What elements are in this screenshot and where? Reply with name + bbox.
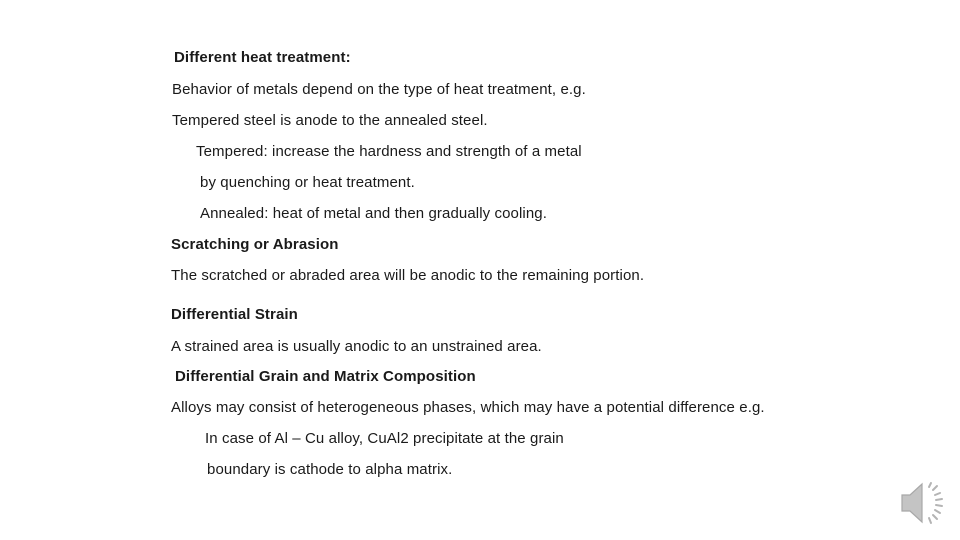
tempered-def-text: : increase the hardness and strength of a metal [263,143,582,160]
strain-text: A strained area is usually anodic to an unstrained area. [171,338,542,355]
speaker-icon[interactable] [896,478,950,528]
tempered-definition [196,142,582,162]
grain-text: Alloys may consist of heterogeneous phases, which may have a potential difference e.g. [171,399,765,416]
tempered-term: Tempered [196,143,264,160]
heading-differential-strain: Differential Strain [171,306,298,323]
speaker-body [902,484,922,522]
heat-intro-text: Behavior of metals depend on the type of heat treatment, e.g. [172,81,586,98]
heading-heat-treatment: Different heat treatment: [174,49,351,66]
annealed-definition [200,204,547,224]
tempered-def-continued: by quenching or heat treatment. [200,174,415,191]
grain-example-continued: boundary is cathode to alpha matrix. [207,461,453,478]
annealed-term: Annealed [200,205,265,222]
annealed-def-text: : heat of metal and then gradually cooling. [264,205,548,222]
scratching-text: The scratched or abraded area will be anodic to the remaining portion. [171,267,645,284]
heading-grain-matrix: Differential Grain and Matrix Composition [175,368,476,385]
grain-example: In case of Al – Cu alloy, CuAl2 precipitate at the grain [205,430,564,447]
heading-scratching: Scratching or Abrasion [171,236,339,253]
heat-example-text: Tempered steel is anode to the annealed steel. [172,112,488,129]
